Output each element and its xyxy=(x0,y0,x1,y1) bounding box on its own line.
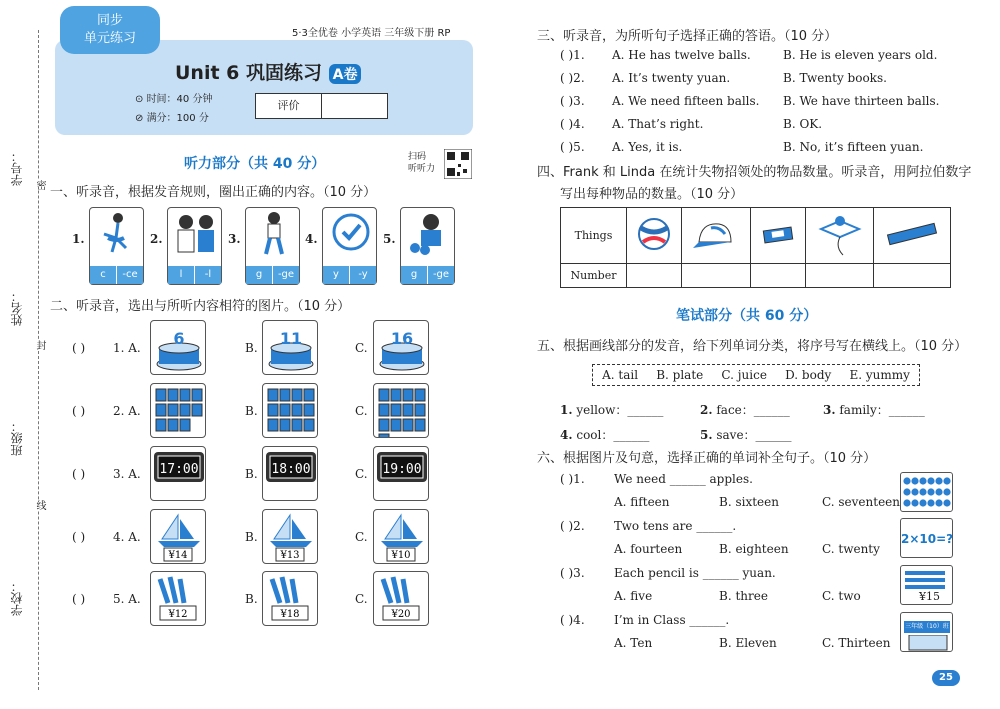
q6-option-c: C. seventeen xyxy=(822,495,901,509)
q5-item-number: 2. xyxy=(700,403,713,417)
q1-item-number: 2. xyxy=(150,232,163,246)
number-cell[interactable] xyxy=(627,264,682,288)
apples-icon xyxy=(901,473,954,513)
q6-option-a: A. fourteen xyxy=(614,542,683,556)
q6-option-c: C. two xyxy=(822,589,861,603)
q1-heading: 一、听录音，根据发音规则，圈出正确的内容。（10 分） xyxy=(50,185,377,200)
things-header: Things xyxy=(561,208,627,264)
q1-item-number: 5. xyxy=(383,232,396,246)
eraser-cell xyxy=(750,208,805,264)
student-id-label: 学号： xyxy=(10,150,24,186)
number-cell[interactable] xyxy=(874,264,951,288)
q2-picture-option[interactable] xyxy=(262,320,318,375)
q1-picture-icon xyxy=(168,208,223,268)
q2-option-c-label: C. xyxy=(355,404,368,418)
q4-heading-cont: 写出每种物品的数量。（10 分） xyxy=(560,187,744,202)
clock-icon xyxy=(152,448,206,488)
q5-heading: 五、根据画线部分的发音，给下列单词分类，将序号写在横线上。（10 分） xyxy=(537,339,968,354)
q6-option-b: B. eighteen xyxy=(719,542,789,556)
word-option: D. body xyxy=(785,368,832,382)
q5-blank-item[interactable] xyxy=(823,401,925,418)
q2-option-c-label: C. xyxy=(355,467,368,481)
ruler-icon xyxy=(884,219,940,249)
clock-icon xyxy=(375,448,429,488)
q1-item-number: 1. xyxy=(72,232,85,246)
q6-heading: 六、根据图片及句意，选择正确的单词补全句子。（10 分） xyxy=(537,451,877,466)
q3-answer-blank[interactable]: ( )4. xyxy=(560,117,585,131)
q2-option-b-label: B. xyxy=(245,404,258,418)
q2-option-b-label: B. xyxy=(245,530,258,544)
q2-picture-option[interactable] xyxy=(373,446,429,501)
q6-option-c: C. Thirteen xyxy=(822,636,891,650)
cut-line xyxy=(38,30,39,690)
boat-icon xyxy=(152,511,206,563)
q2-picture-option[interactable] xyxy=(150,320,206,375)
books-icon xyxy=(375,385,429,437)
seal-mark: 封 xyxy=(34,340,45,350)
things-table xyxy=(560,207,951,288)
unit-tab xyxy=(60,6,160,54)
q2-picture-option[interactable] xyxy=(150,383,206,438)
svg-text:6: 6 xyxy=(173,329,185,348)
q1-picture-card[interactable] xyxy=(167,207,222,285)
q6-option-b: B. three xyxy=(719,589,768,603)
q3-option-b: B. Twenty books. xyxy=(783,71,887,85)
q2-picture-option[interactable] xyxy=(373,320,429,375)
score-meta: ⊘ 满分：100 分 xyxy=(135,113,209,124)
q6-answer-blank[interactable]: ( )3. xyxy=(560,566,585,580)
door-icon xyxy=(907,635,949,651)
q5-item-number: 1. xyxy=(560,403,573,417)
qr-code-icon xyxy=(444,149,472,179)
ball-icon xyxy=(634,214,674,254)
q2-picture-option[interactable] xyxy=(373,383,429,438)
svg-text:18:00: 18:00 xyxy=(271,462,311,477)
q5-blank-item[interactable] xyxy=(560,401,663,418)
q2-option-a-label: 2. A. xyxy=(113,404,141,418)
number-header: Number xyxy=(561,264,627,288)
svg-text:16: 16 xyxy=(390,329,414,348)
q3-answer-blank[interactable]: ( )3. xyxy=(560,94,585,108)
binding-margin xyxy=(0,0,44,709)
q1-picture-card[interactable] xyxy=(322,207,377,285)
q2-answer-blank[interactable]: ( ) xyxy=(72,404,86,418)
listening-title: 听力部分（共 40 分） xyxy=(184,156,326,172)
score-text: 满分：100 分 xyxy=(146,113,209,124)
class-sign: 三年级（10）班 xyxy=(904,621,950,633)
books-icon xyxy=(264,385,318,437)
cake-icon xyxy=(375,322,429,374)
q6-answer-blank[interactable]: ( )1. xyxy=(560,472,585,486)
q2-picture-option[interactable] xyxy=(150,509,206,564)
q1-option-row xyxy=(401,266,454,284)
q2-option-a-label: 4. A. xyxy=(113,530,141,544)
q5-word: cool：______ xyxy=(576,428,650,442)
q1-picture-icon xyxy=(323,208,378,268)
q2-heading: 二、听录音，选出与所听内容相符的图片。（10 分） xyxy=(50,299,351,314)
q2-picture-option[interactable] xyxy=(150,446,206,501)
q6-sentence: Two tens are ______. xyxy=(614,519,737,533)
q2-option-b-label: B. xyxy=(245,467,258,481)
q1-option[interactable]: -y xyxy=(349,266,376,284)
svg-text:¥20: ¥20 xyxy=(391,609,411,620)
q3-heading: 三、听录音，为所听句子选择正确的答语。（10 分） xyxy=(537,29,838,44)
q3-answer-blank[interactable]: ( )2. xyxy=(560,71,585,85)
kite-icon xyxy=(815,211,865,257)
q6-option-b: B. sixteen xyxy=(719,495,779,509)
tab-line: 单元练习 xyxy=(83,31,136,46)
q5-word: face：______ xyxy=(716,403,790,417)
q3-option-a: A. He has twelve balls. xyxy=(612,48,751,62)
pens-icon xyxy=(152,573,206,625)
class-label: 班级： xyxy=(10,420,24,456)
q6-option-a: A. fifteen xyxy=(614,495,670,509)
q1-picture-icon xyxy=(90,208,145,268)
q1-option[interactable]: -l xyxy=(194,266,221,284)
q3-option-a: A. Yes, it is. xyxy=(612,140,683,154)
q2-answer-blank[interactable]: ( ) xyxy=(72,467,86,481)
q2-picture-option[interactable] xyxy=(373,571,429,626)
q5-blank-item[interactable] xyxy=(700,401,790,418)
qr-line: 扫码 xyxy=(408,152,427,162)
q6-answer-blank[interactable]: ( )2. xyxy=(560,519,585,533)
q1-option[interactable]: g xyxy=(255,269,263,280)
q6-sentence: We need ______ apples. xyxy=(614,472,753,486)
q1-option[interactable]: -ge xyxy=(427,266,454,284)
q2-picture-option[interactable] xyxy=(373,509,429,564)
a-badge: A卷 xyxy=(329,64,362,84)
q5-word: yellow：______ xyxy=(576,403,664,417)
q2-option-c-label: C. xyxy=(355,341,368,355)
time-text: 时间：40 分钟 xyxy=(146,94,213,105)
q1-picture-card[interactable] xyxy=(89,207,144,285)
svg-text:¥18: ¥18 xyxy=(280,609,300,620)
q2-picture-option[interactable] xyxy=(150,571,206,626)
svg-text:¥14: ¥14 xyxy=(168,550,188,561)
q1-option[interactable]: -ce xyxy=(116,266,143,284)
q1-option-row xyxy=(168,266,221,284)
kite-cell xyxy=(805,208,874,264)
q1-option[interactable]: -ge xyxy=(272,266,299,284)
q2-option-a-label: 1. A. xyxy=(113,341,141,355)
q3-option-a: A. It’s twenty yuan. xyxy=(612,71,731,85)
qr-text xyxy=(408,151,435,175)
q1-picture-card[interactable] xyxy=(245,207,300,285)
number-cell[interactable] xyxy=(682,264,751,288)
pens-icon xyxy=(264,573,318,625)
word-bank xyxy=(592,364,920,386)
q3-answer-blank[interactable]: ( )5. xyxy=(560,140,585,154)
q6-option-b: B. Eleven xyxy=(719,636,777,650)
q2-answer-blank[interactable]: ( ) xyxy=(72,341,86,355)
q2-answer-blank[interactable]: ( ) xyxy=(72,592,86,606)
q5-item-number: 4. xyxy=(560,428,573,442)
page-title xyxy=(175,58,361,85)
q2-picture-option[interactable] xyxy=(262,446,318,501)
q1-option[interactable]: g xyxy=(410,269,418,280)
q2-picture-option[interactable] xyxy=(262,571,318,626)
q3-option-b: B. OK. xyxy=(783,117,823,131)
books-icon xyxy=(152,385,206,437)
q5-item-number: 5. xyxy=(700,428,713,442)
svg-text:19:00: 19:00 xyxy=(382,462,422,477)
clock-icon xyxy=(264,448,318,488)
q6-sentence: I’m in Class ______. xyxy=(614,613,730,627)
q1-picture-icon xyxy=(246,208,301,268)
q5-blank-item[interactable] xyxy=(560,426,649,443)
svg-text:¥12: ¥12 xyxy=(168,609,188,620)
q5-blank-item[interactable] xyxy=(700,426,792,443)
q2-picture-option[interactable] xyxy=(262,383,318,438)
cap-icon xyxy=(691,214,741,254)
q3-option-b: B. We have thirteen balls. xyxy=(783,94,940,108)
title-text: Unit 6 巩固练习 xyxy=(175,62,322,84)
q2-option-c-label: C. xyxy=(355,592,368,606)
q6-option-a: A. Ten xyxy=(614,636,653,650)
class-sign-picture xyxy=(900,612,953,652)
q4-heading: 四、Frank 和 Linda 在统计失物招领处的物品数量。听录音，用阿拉伯数字 xyxy=(537,165,972,180)
q2-option-a-label: 3. A. xyxy=(113,467,141,481)
qr-block[interactable] xyxy=(408,149,472,181)
pens-icon xyxy=(375,573,429,625)
q3-answer-blank[interactable]: ( )1. xyxy=(560,48,585,62)
q2-option-a-label: 5. A. xyxy=(113,592,141,606)
q1-option-row xyxy=(323,266,376,284)
q1-option[interactable]: c xyxy=(100,269,106,280)
q1-option-row xyxy=(246,266,299,284)
word-option: E. yummy xyxy=(849,368,910,382)
boat-icon xyxy=(264,511,318,563)
evaluation-box[interactable] xyxy=(255,93,388,119)
seal-mark: 线 xyxy=(34,500,45,510)
equation-picture: 2×10=? xyxy=(900,518,953,558)
svg-text:11: 11 xyxy=(279,329,303,348)
q5-word: save：______ xyxy=(716,428,792,442)
series-label: 5·3全优卷 小学英语 三年级下册 RP xyxy=(292,28,451,39)
number-cell[interactable] xyxy=(750,264,805,288)
qr-line: 听听力 xyxy=(408,164,436,174)
svg-text:¥13: ¥13 xyxy=(280,550,300,561)
pencil-price-picture xyxy=(900,565,953,605)
seal-mark: 密 xyxy=(34,180,45,190)
q2-option-b-label: B. xyxy=(245,592,258,606)
q3-option-b: B. He is eleven years old. xyxy=(783,48,938,62)
q3-option-b: B. No, it’s fifteen yuan. xyxy=(783,140,924,154)
q2-answer-blank[interactable]: ( ) xyxy=(72,530,86,544)
q5-item-number: 3. xyxy=(823,403,836,417)
price-tag: ¥15 xyxy=(919,590,940,603)
page-number: 25 xyxy=(932,670,960,686)
q6-sentence: Each pencil is ______ yuan. xyxy=(614,566,776,580)
name-label: 姓名： xyxy=(10,290,24,326)
header-card xyxy=(55,40,473,135)
word-option: A. tail xyxy=(602,368,639,382)
ball-cell xyxy=(627,208,682,264)
time-meta: ⊙ 时间：40 分钟 xyxy=(135,94,213,105)
q1-item-number: 4. xyxy=(305,232,318,246)
school-label: 学校： xyxy=(10,580,24,616)
q3-option-a: A. We need fifteen balls. xyxy=(612,94,760,108)
q1-picture-icon xyxy=(401,208,456,268)
svg-text:17:00: 17:00 xyxy=(159,462,199,477)
tab-line: 同步 xyxy=(96,13,123,28)
cake-icon xyxy=(264,322,318,374)
q1-option[interactable]: y xyxy=(333,269,339,280)
q1-option[interactable]: l xyxy=(179,269,183,280)
boat-icon xyxy=(375,511,429,563)
q3-option-a: A. That’s right. xyxy=(612,117,704,131)
q1-item-number: 3. xyxy=(228,232,241,246)
q2-picture-option[interactable] xyxy=(262,509,318,564)
cake-icon xyxy=(152,322,206,374)
word-option: C. juice xyxy=(721,368,767,382)
q6-answer-blank[interactable]: ( )4. xyxy=(560,613,585,627)
q1-picture-card[interactable] xyxy=(400,207,455,285)
number-cell[interactable] xyxy=(805,264,874,288)
ruler-cell xyxy=(874,208,951,264)
word-option: B. plate xyxy=(656,368,704,382)
q5-word: family：______ xyxy=(839,403,925,417)
q1-option-row xyxy=(90,266,143,284)
writing-title: 笔试部分（共 60 分） xyxy=(676,308,818,324)
eraser-icon xyxy=(758,219,798,249)
svg-text:¥10: ¥10 xyxy=(391,550,411,561)
apples-picture xyxy=(900,472,953,512)
evaluation-label: 评价 xyxy=(256,94,322,118)
q6-option-a: A. five xyxy=(614,589,653,603)
cap-cell xyxy=(682,208,751,264)
q2-option-b-label: B. xyxy=(245,341,258,355)
q6-option-c: C. twenty xyxy=(822,542,880,556)
q2-option-c-label: C. xyxy=(355,530,368,544)
